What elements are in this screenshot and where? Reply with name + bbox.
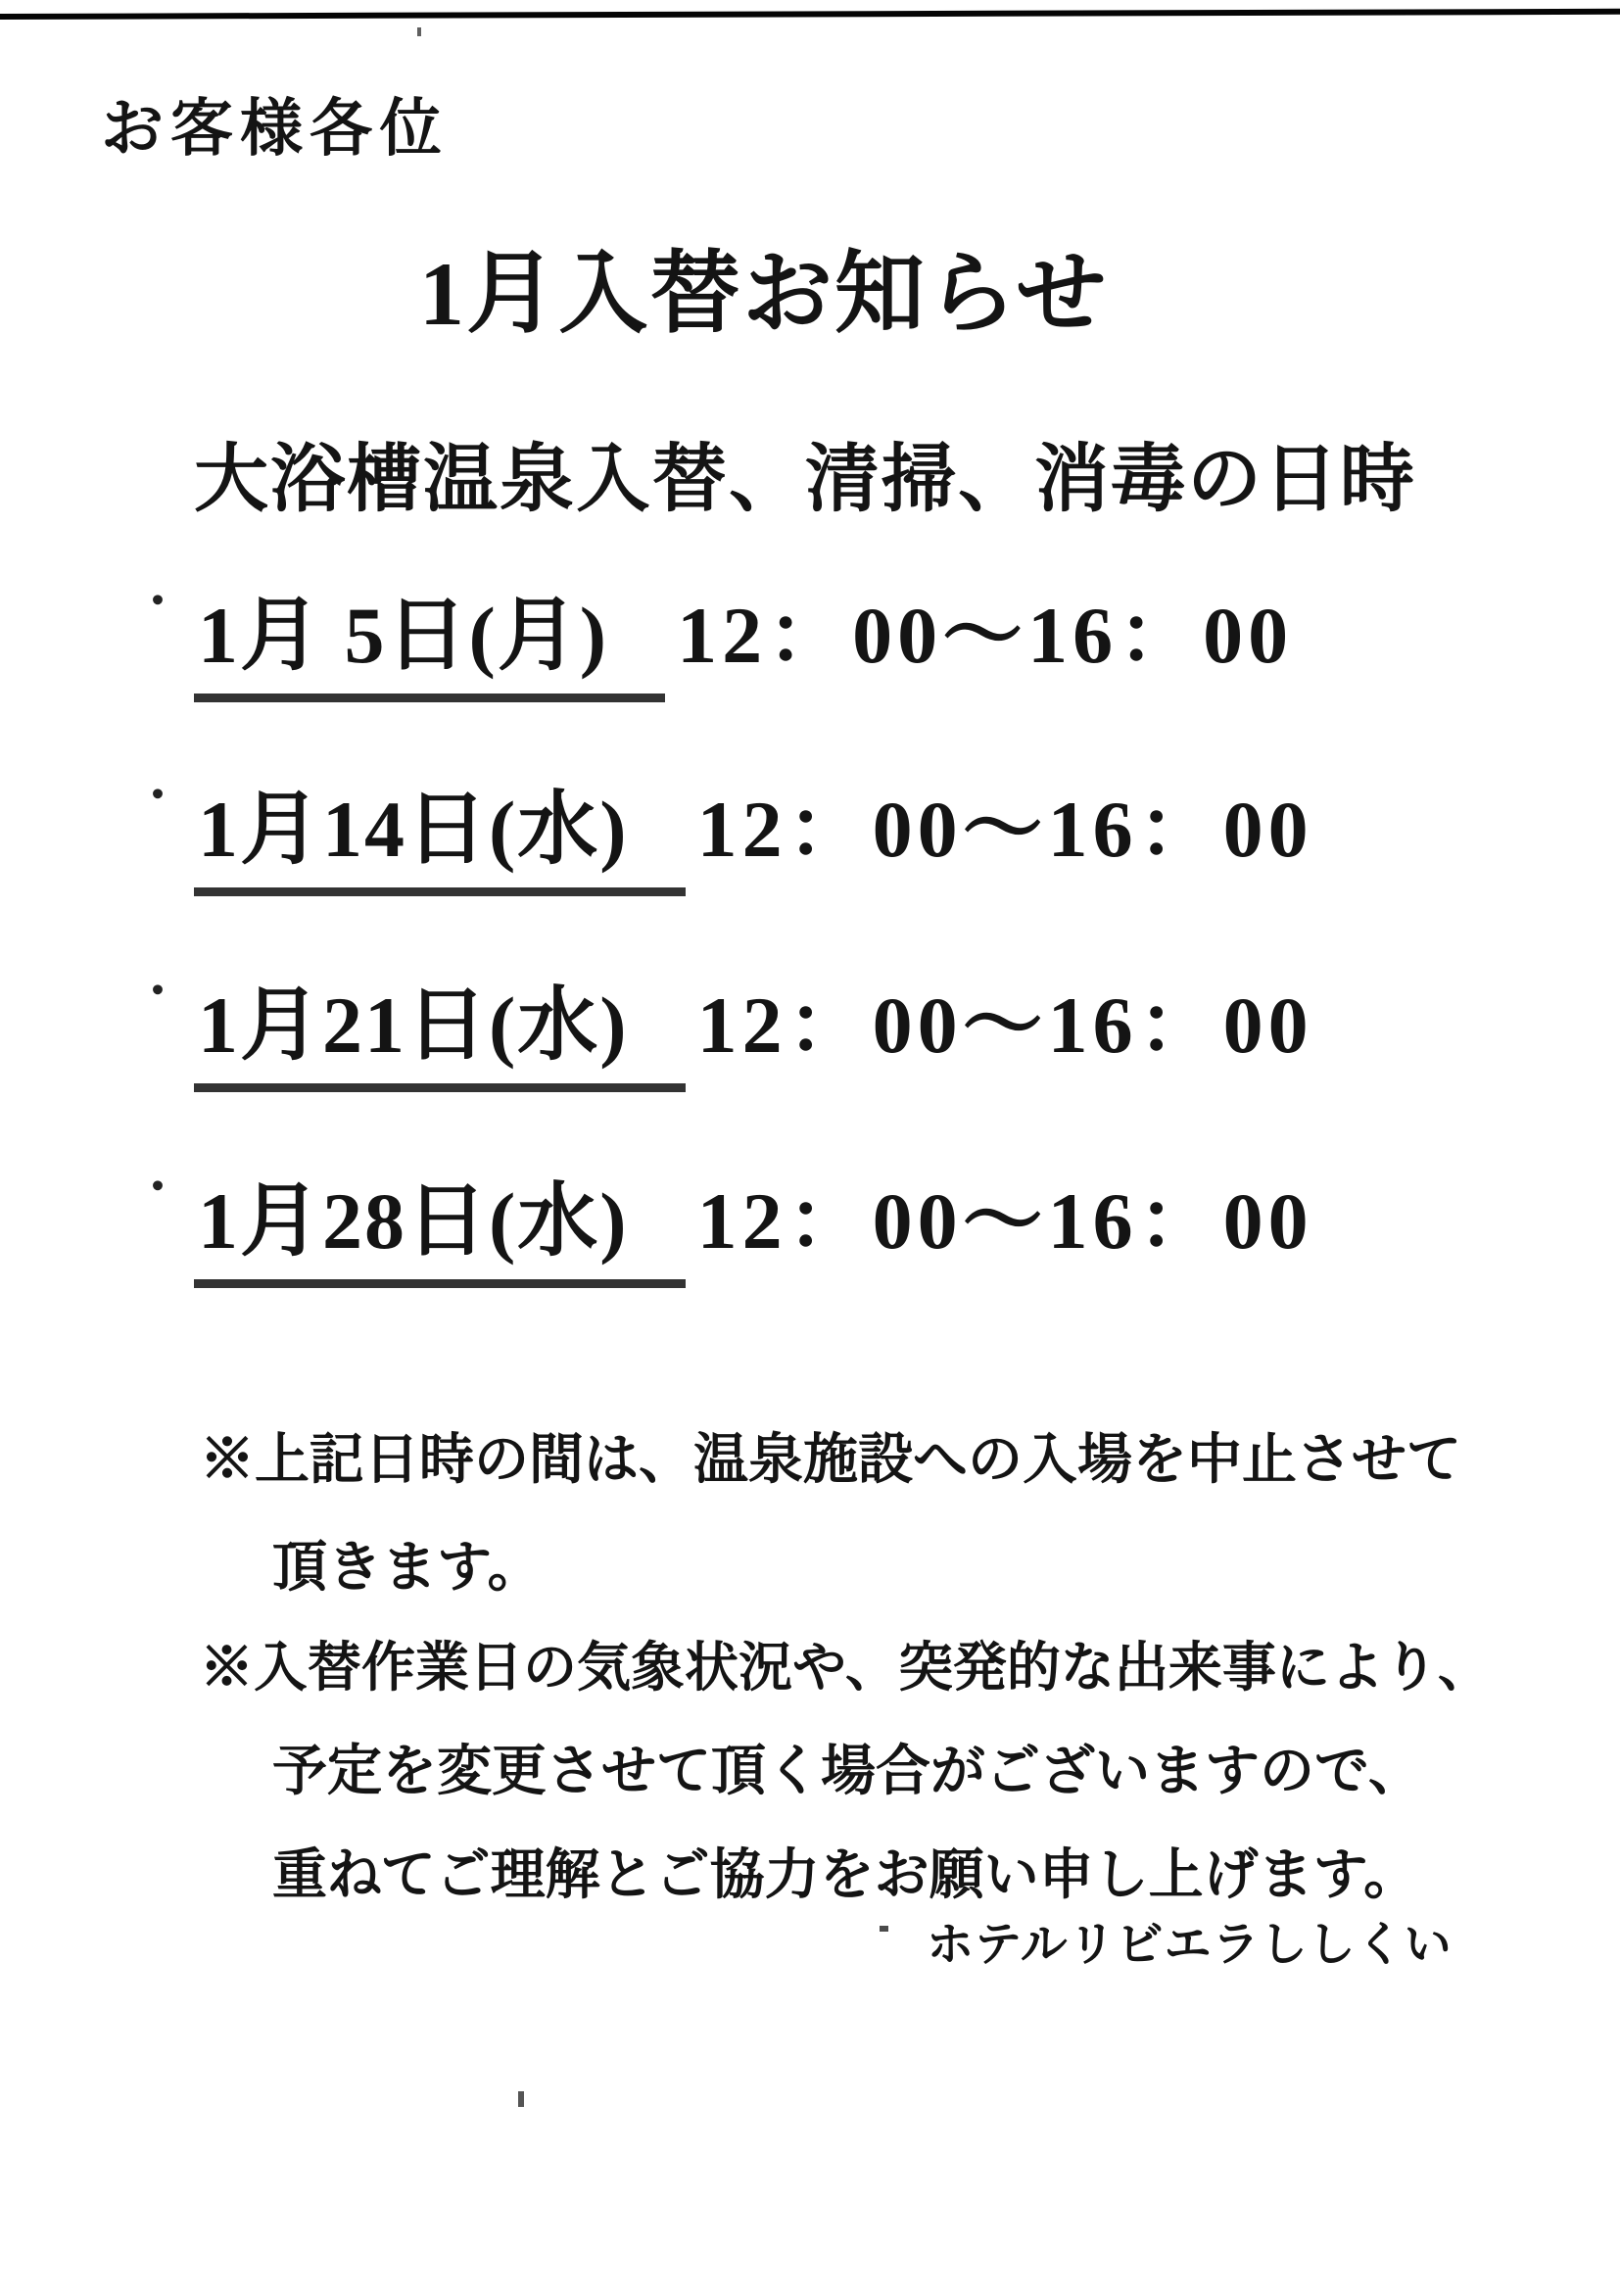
note-weather-line-3: 重ねてご理解とご協力をお願い申し上げます。 [272, 1845, 1419, 1906]
scan-artifact-speck [417, 27, 421, 36]
schedule-row-jan5 [135, 566, 1293, 702]
schedule-time: 12：00〜16：00 [696, 785, 1313, 874]
notice-subtitle: 大浴槽温泉入替、清掃、消毒の日時 [194, 439, 1416, 521]
schedule-row-jan21 [135, 956, 1313, 1092]
scan-artifact-top-line [0, 9, 1620, 20]
recipient-line: お客様各位 [101, 94, 449, 164]
schedule-date: 1月21日(水) [194, 980, 686, 1092]
schedule-row-jan14 [135, 760, 1313, 896]
schedule-date: 1月28日(水) [194, 1175, 686, 1288]
note-weather-line-1: ※入替作業日の気象状況や、突発的な出来事により、 [200, 1638, 1492, 1698]
note-closure-line-2: 頂きます。 [272, 1538, 543, 1599]
scan-artifact-speck [880, 1926, 888, 1932]
scan-artifact-speck [518, 2091, 524, 2107]
bullet-dot-icon: ・ [135, 967, 180, 1017]
hotel-signature: ホテルリビエラししくい [927, 1919, 1453, 1971]
schedule-time: 12：00〜16：00 [696, 1176, 1313, 1266]
note-closure-line-1: ※上記日時の間は、温泉施設への入場を中止させて [200, 1430, 1461, 1491]
schedule-time: 12：00〜16：00 [677, 591, 1294, 680]
note-weather-line-2: 予定を変更させて頂く場合がございますので、 [272, 1742, 1423, 1802]
schedule-date: 1月14日(水) [194, 784, 686, 896]
schedule-time: 12：00〜16：00 [696, 981, 1313, 1070]
bullet-dot-icon: ・ [135, 577, 180, 627]
schedule-date: 1月 5日(月) [194, 590, 665, 702]
bullet-dot-icon: ・ [135, 1163, 180, 1213]
schedule-row-jan28 [135, 1152, 1313, 1288]
bullet-dot-icon: ・ [135, 771, 180, 821]
notice-title: 1月入替お知らせ [419, 244, 1109, 344]
